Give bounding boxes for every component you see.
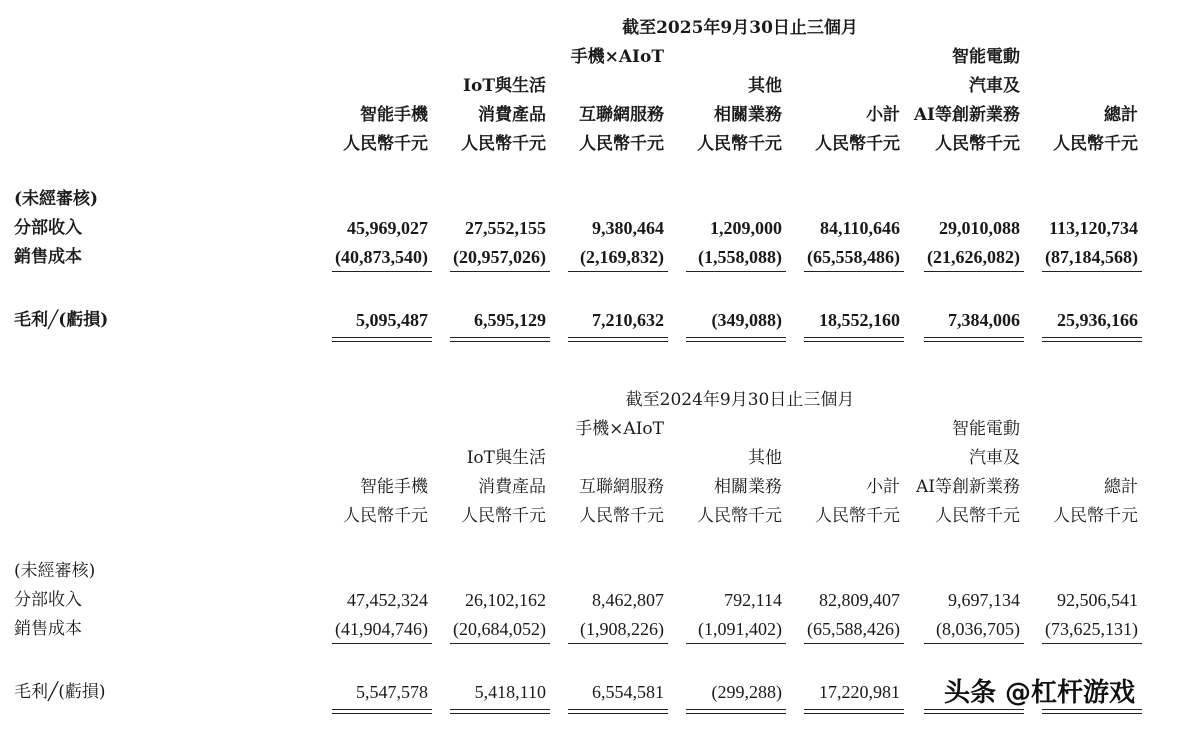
unaudited-label: (未經審核) bbox=[14, 189, 99, 209]
column-header: 總計 bbox=[1104, 105, 1138, 125]
cost-of-sales-label: 銷售成本 bbox=[14, 619, 82, 639]
revenue-cell: 792,114 bbox=[724, 590, 782, 610]
gross-profit-cell: 5,418,110 bbox=[474, 682, 546, 702]
total-double-underline bbox=[924, 709, 1024, 714]
cost-cell: (65,558,486) bbox=[807, 247, 900, 267]
column-header: 人民幣千元 bbox=[579, 506, 664, 526]
column-header: 互聯網服務 bbox=[579, 105, 664, 125]
column-header: 人民幣千元 bbox=[935, 134, 1020, 154]
total-double-underline bbox=[568, 337, 668, 342]
revenue-cell: 82,809,407 bbox=[819, 590, 900, 610]
subtotal-underline bbox=[686, 271, 786, 272]
cost-cell: (41,904,746) bbox=[335, 619, 428, 639]
cost-cell: (1,908,226) bbox=[580, 619, 664, 639]
unaudited-label: (未經審核) bbox=[14, 561, 96, 581]
statement-section bbox=[0, 0, 1184, 360]
gross-profit-cell: 5,095,487 bbox=[356, 310, 428, 330]
total-double-underline bbox=[1042, 709, 1142, 714]
column-header: IoT與生活 bbox=[466, 448, 546, 468]
column-header: 人民幣千元 bbox=[461, 506, 546, 526]
cost-cell: (1,558,088) bbox=[698, 247, 782, 267]
segment-revenue-label: 分部收入 bbox=[14, 590, 82, 610]
column-header: 汽車及 bbox=[969, 448, 1020, 468]
revenue-cell: 9,380,464 bbox=[592, 218, 664, 238]
gross-profit-cell: (349,088) bbox=[711, 310, 782, 330]
gross-profit-cell: 25,936,166 bbox=[1057, 310, 1138, 330]
total-double-underline bbox=[332, 337, 432, 342]
cost-cell: (20,957,026) bbox=[453, 247, 546, 267]
cost-cell: (87,184,568) bbox=[1045, 247, 1138, 267]
column-header: 智能手機 bbox=[360, 477, 428, 497]
column-header: 人民幣千元 bbox=[815, 134, 900, 154]
cost-cell: (2,169,832) bbox=[580, 247, 664, 267]
revenue-cell: 84,110,646 bbox=[819, 218, 900, 238]
gross-profit-cell: 17,220,981 bbox=[819, 682, 900, 702]
column-header: 相關業務 bbox=[714, 105, 782, 125]
revenue-cell: 1,209,000 bbox=[710, 218, 782, 238]
subtotal-underline bbox=[450, 271, 550, 272]
column-header: 消費產品 bbox=[478, 477, 546, 497]
column-header: 智能電動 bbox=[952, 47, 1020, 67]
cost-cell: (1,091,402) bbox=[698, 619, 782, 639]
column-header: 互聯網服務 bbox=[579, 477, 664, 497]
column-header: 人民幣千元 bbox=[343, 506, 428, 526]
column-header: 人民幣千元 bbox=[935, 506, 1020, 526]
subtotal-underline bbox=[804, 643, 904, 644]
revenue-cell: 8,462,807 bbox=[592, 590, 664, 610]
total-double-underline bbox=[924, 337, 1024, 342]
revenue-cell: 45,969,027 bbox=[347, 218, 428, 238]
column-header: 智能手機 bbox=[360, 105, 428, 125]
column-header: AI等創新業務 bbox=[916, 477, 1020, 497]
subtotal-underline bbox=[924, 271, 1024, 272]
column-header: 人民幣千元 bbox=[697, 134, 782, 154]
total-double-underline bbox=[804, 709, 904, 714]
cost-cell: (20,684,052) bbox=[453, 619, 546, 639]
column-header: 汽車及 bbox=[969, 76, 1020, 96]
total-double-underline bbox=[686, 337, 786, 342]
total-double-underline bbox=[332, 709, 432, 714]
period-heading: 截至2025年9月30日止三個月 bbox=[622, 18, 858, 38]
column-header: 小計 bbox=[866, 105, 900, 125]
column-header: 相關業務 bbox=[714, 477, 782, 497]
subtotal-underline bbox=[450, 643, 550, 644]
watermark-text: 头条 @杠杆游戏 bbox=[944, 678, 1136, 708]
subtotal-underline bbox=[568, 643, 668, 644]
total-double-underline bbox=[568, 709, 668, 714]
segment-revenue-label: 分部收入 bbox=[14, 218, 82, 238]
column-header: 其他 bbox=[748, 448, 782, 468]
gross-profit-cell: 6,554,581 bbox=[592, 682, 664, 702]
gross-profit-label: 毛利╱(虧損) bbox=[14, 682, 106, 702]
column-header: 人民幣千元 bbox=[1053, 506, 1138, 526]
subtotal-underline bbox=[804, 271, 904, 272]
subtotal-underline bbox=[686, 643, 786, 644]
revenue-cell: 27,552,155 bbox=[465, 218, 546, 238]
subtotal-underline bbox=[1042, 643, 1142, 644]
total-double-underline bbox=[1042, 337, 1142, 342]
column-header: 消費產品 bbox=[478, 105, 546, 125]
column-header: 其他 bbox=[748, 76, 782, 96]
period-heading: 截至2024年9月30日止三個月 bbox=[625, 390, 855, 410]
cost-cell: (21,626,082) bbox=[927, 247, 1020, 267]
gross-profit-cell: 18,552,160 bbox=[819, 310, 900, 330]
revenue-cell: 9,697,134 bbox=[948, 590, 1020, 610]
column-header: 人民幣千元 bbox=[697, 506, 782, 526]
cost-cell: (40,873,540) bbox=[335, 247, 428, 267]
revenue-cell: 47,452,324 bbox=[347, 590, 428, 610]
revenue-cell: 26,102,162 bbox=[465, 590, 546, 610]
subtotal-underline bbox=[332, 271, 432, 272]
column-header: 小計 bbox=[866, 477, 900, 497]
gross-profit-label: 毛利╱(虧損) bbox=[14, 310, 109, 330]
total-double-underline bbox=[804, 337, 904, 342]
subtotal-underline bbox=[924, 643, 1024, 644]
column-header: 人民幣千元 bbox=[1053, 134, 1138, 154]
column-header: 手機×AIoT bbox=[570, 47, 664, 67]
subtotal-underline bbox=[1042, 271, 1142, 272]
column-header: IoT與生活 bbox=[463, 76, 546, 96]
column-header: 總計 bbox=[1104, 477, 1138, 497]
cost-cell: (73,625,131) bbox=[1045, 619, 1138, 639]
total-double-underline bbox=[450, 337, 550, 342]
column-header: 手機×AIoT bbox=[575, 419, 664, 439]
cost-cell: (8,036,705) bbox=[936, 619, 1020, 639]
gross-profit-cell: 7,384,006 bbox=[948, 310, 1020, 330]
gross-profit-cell: 6,595,129 bbox=[474, 310, 546, 330]
subtotal-underline bbox=[568, 271, 668, 272]
column-header: 人民幣千元 bbox=[461, 134, 546, 154]
total-double-underline bbox=[450, 709, 550, 714]
column-header: AI等創新業務 bbox=[913, 105, 1020, 125]
revenue-cell: 29,010,088 bbox=[939, 218, 1020, 238]
column-header: 智能電動 bbox=[952, 419, 1020, 439]
cost-cell: (65,588,426) bbox=[807, 619, 900, 639]
revenue-cell: 92,506,541 bbox=[1057, 590, 1138, 610]
column-header: 人民幣千元 bbox=[343, 134, 428, 154]
gross-profit-cell: (299,288) bbox=[711, 682, 782, 702]
total-double-underline bbox=[686, 709, 786, 714]
gross-profit-cell: 7,210,632 bbox=[592, 310, 664, 330]
cost-of-sales-label: 銷售成本 bbox=[14, 247, 82, 267]
column-header: 人民幣千元 bbox=[815, 506, 900, 526]
column-header: 人民幣千元 bbox=[579, 134, 664, 154]
revenue-cell: 113,120,734 bbox=[1048, 218, 1138, 238]
gross-profit-cell: 5,547,578 bbox=[356, 682, 428, 702]
subtotal-underline bbox=[332, 643, 432, 644]
